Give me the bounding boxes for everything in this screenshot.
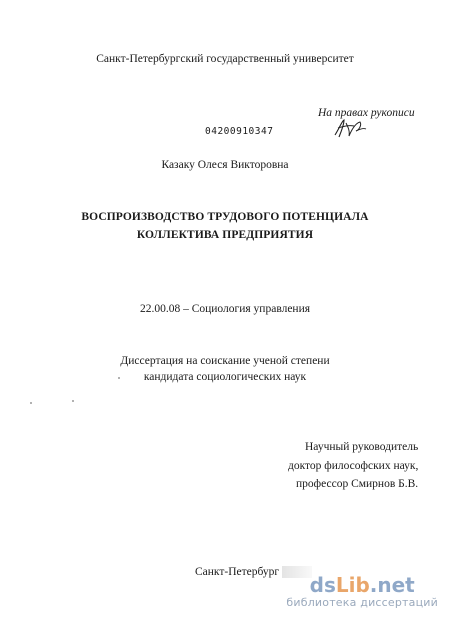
degree-statement-line-1: Диссертация на соискание ученой степени xyxy=(120,355,330,367)
dslib-logo: dsLib.net xyxy=(309,573,415,597)
advisor-name: профессор Смирнов Б.В. xyxy=(296,478,419,490)
degree-statement-line-2: кандидата социологических наук xyxy=(143,371,307,383)
advisor-label: Научный руководитель xyxy=(305,441,419,453)
watermark-subtitle: библиотека диссертаций xyxy=(286,596,438,609)
archive-number: 04200910347 xyxy=(205,126,274,137)
university-name: Санкт-Петербургский государственный университет xyxy=(96,53,354,65)
city-name: Санкт-Петербург xyxy=(195,566,280,578)
scan-speck xyxy=(72,400,74,402)
scan-speck xyxy=(30,402,32,404)
dslib-watermark[interactable] xyxy=(286,574,438,609)
manuscript-rights-label: На правах рукописи xyxy=(318,107,415,119)
advisor-degree: доктор философских наук, xyxy=(288,460,419,472)
dissertation-title-line-1: ВОСПРОИЗВОДСТВО ТРУДОВОГО ПОТЕНЦИАЛА xyxy=(81,211,369,223)
author-name: Казаку Олеся Викторовна xyxy=(161,159,289,171)
dissertation-title-line-2: КОЛЛЕКТИВА ПРЕДПРИЯТИЯ xyxy=(136,229,314,241)
scan-speck xyxy=(118,377,120,379)
specialty-code: 22.00.08 – Социология управления xyxy=(139,303,311,315)
handwritten-signature xyxy=(332,117,368,139)
